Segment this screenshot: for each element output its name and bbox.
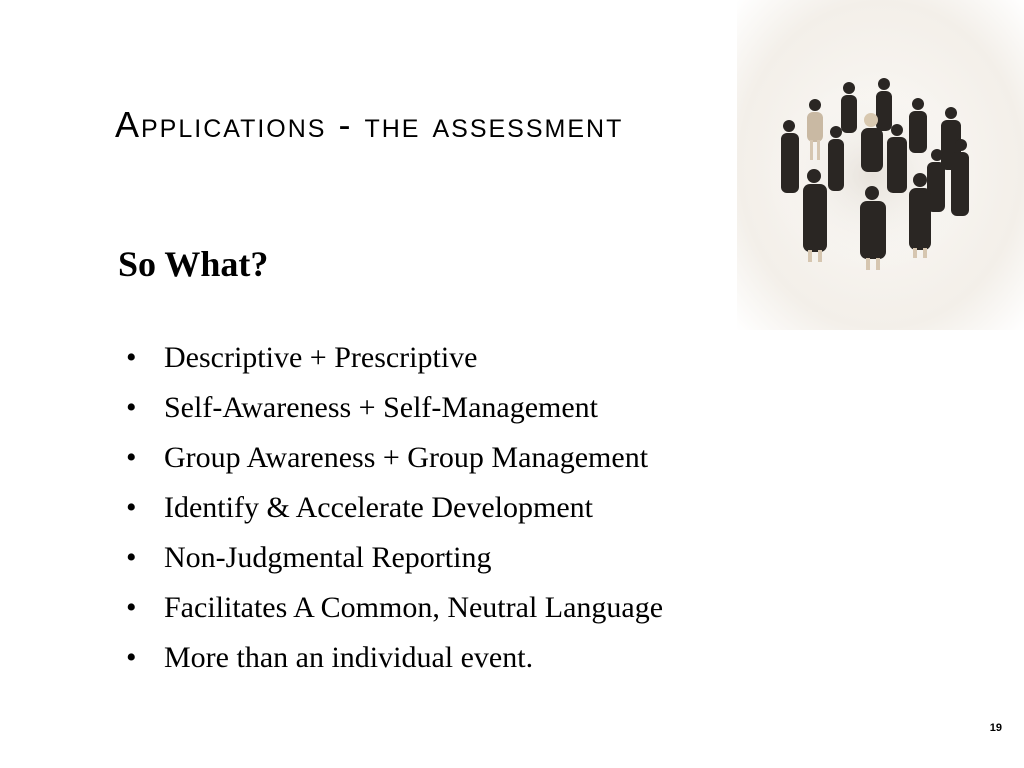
- bullet-text: Group Awareness + Group Management: [164, 441, 649, 474]
- bullet-text: Identify & Accelerate Development: [164, 491, 593, 524]
- bullet-item: [126, 383, 663, 433]
- bullet-item: [126, 483, 663, 533]
- bullet-icon: •: [126, 591, 137, 624]
- bullet-text: Non-Judgmental Reporting: [164, 541, 492, 574]
- bullet-item: [126, 433, 663, 483]
- slide-subtitle: So What?: [118, 244, 269, 284]
- bullet-icon: •: [126, 541, 137, 574]
- bullet-item: [126, 583, 663, 633]
- bullet-item: [126, 333, 663, 383]
- bullet-list: [126, 333, 663, 683]
- people-circle-illustration: [737, 0, 1024, 330]
- bullet-icon: •: [126, 441, 137, 474]
- bullet-item: [126, 633, 663, 683]
- page-number: 19: [989, 722, 1002, 734]
- bullet-text: Facilitates A Common, Neutral Language: [164, 591, 664, 624]
- bullet-icon: •: [126, 491, 137, 524]
- bullet-icon: •: [126, 391, 137, 424]
- bullet-icon: •: [126, 641, 137, 674]
- bullet-text: Descriptive + Prescriptive: [164, 341, 478, 374]
- bullet-icon: •: [126, 341, 137, 374]
- slide-title: Applications - the assessment: [115, 104, 624, 145]
- bullet-text: Self-Awareness + Self-Management: [164, 391, 599, 424]
- bullet-text: More than an individual event.: [164, 641, 534, 674]
- people-circle-photo: [737, 0, 1024, 330]
- bullet-item: [126, 533, 663, 583]
